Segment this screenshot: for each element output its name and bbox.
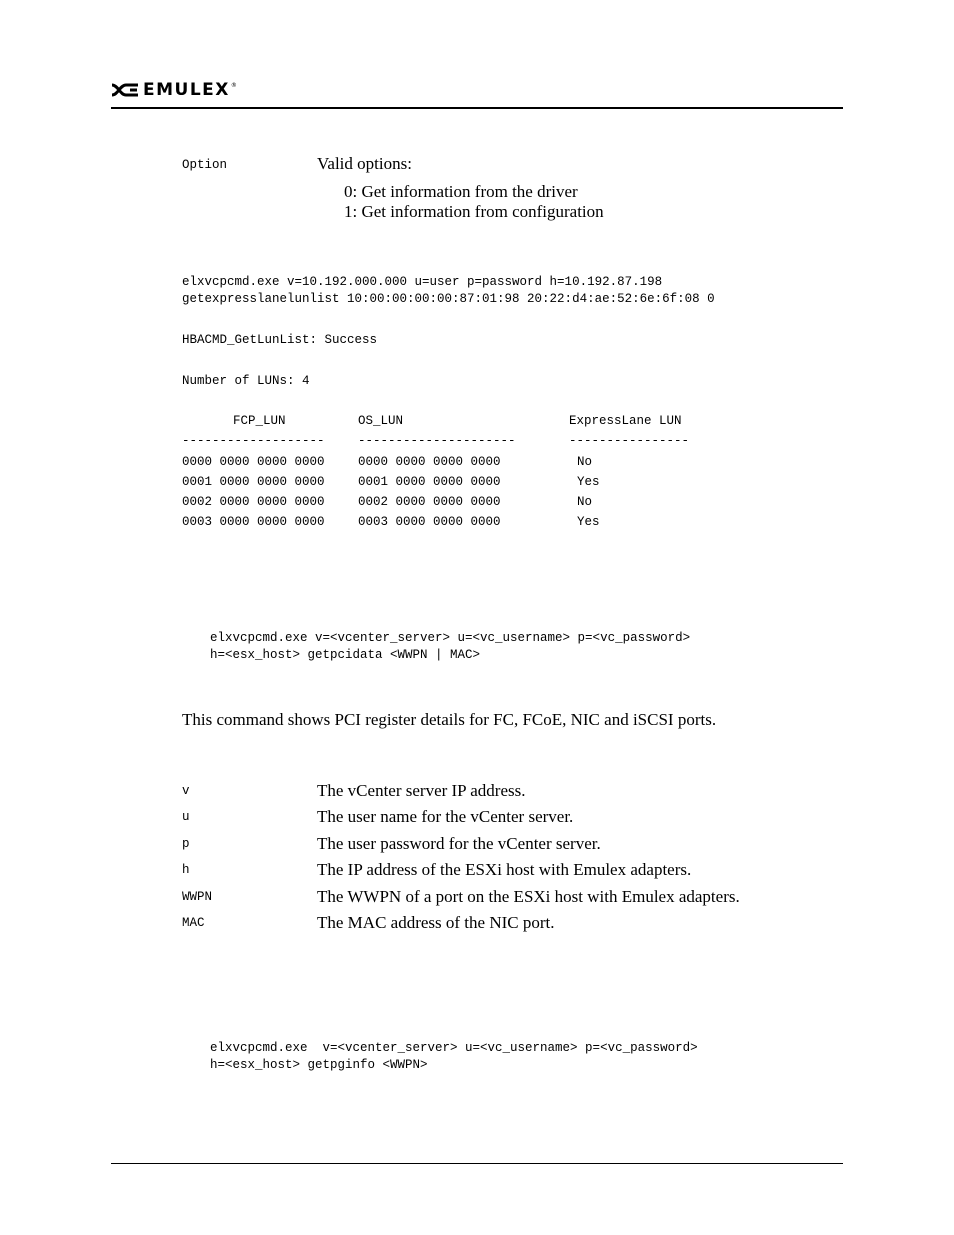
option-value-0: 0: Get information from the driver (344, 182, 578, 201)
emulex-logo (111, 80, 237, 100)
lun-table-header-fcp: FCP_LUN (233, 414, 286, 428)
lun-table-cell: 0002 0000 0000 0000 (358, 495, 501, 509)
lun-table-divider: ---------------- (569, 434, 690, 448)
param-desc: The user password for the vCenter server. (317, 834, 601, 853)
lun-table-cell: 0000 0000 0000 0000 (358, 455, 501, 469)
param-name: p (182, 837, 190, 851)
lun-table-cell: No (577, 455, 593, 469)
footer-rule (111, 1163, 843, 1164)
command-description: This command shows PCI register details for FC, FCoE, NIC and iSCSI ports. (182, 710, 717, 729)
lun-table-cell: 0001 0000 0000 0000 (358, 475, 501, 489)
param-desc: The WWPN of a port on the ESXi host with Emulex adapters. (317, 887, 740, 906)
lun-table-header-os: OS_LUN (358, 414, 404, 428)
lun-table-divider: --------------------- (358, 434, 516, 448)
param-name: u (182, 810, 190, 824)
param-desc: The MAC address of the NIC port. (317, 913, 555, 932)
lun-table-cell: Yes (577, 475, 600, 489)
syntax-line: elxvcpcmd.exe v=<vcenter_server> u=<vc_username> p=<vc_password> (210, 631, 691, 645)
param-name: MAC (182, 916, 205, 930)
param-name: WWPN (182, 890, 213, 904)
emulex-logo-icon (111, 82, 139, 98)
param-desc-option: Valid options: (317, 154, 412, 173)
param-desc: The IP address of the ESXi host with Emulex adapters. (317, 860, 692, 879)
param-name: h (182, 863, 190, 877)
example-lun-count: Number of LUNs: 4 (182, 374, 310, 388)
param-name-option: Option (182, 158, 228, 172)
lun-table-cell: 0003 0000 0000 0000 (358, 515, 501, 529)
example-command-line: getexpresslanelunlist 10:00:00:00:00:87:01:98 20:22:d4:ae:52:6e:6f:08 0 (182, 292, 715, 306)
brand-name: EMULEX (143, 80, 230, 100)
syntax-line: h=<esx_host> getpginfo <WWPN> (210, 1058, 428, 1072)
param-name: v (182, 784, 190, 798)
trademark-mark: ® (230, 82, 237, 89)
param-desc: The vCenter server IP address. (317, 781, 526, 800)
lun-table-cell: Yes (577, 515, 600, 529)
lun-table-divider: ------------------- (182, 434, 325, 448)
option-value-1: 1: Get information from configuration (344, 202, 604, 221)
example-command-line: elxvcpcmd.exe v=10.192.000.000 u=user p=password h=10.192.87.198 (182, 275, 663, 289)
syntax-line: h=<esx_host> getpcidata <WWPN | MAC> (210, 648, 481, 662)
syntax-line: elxvcpcmd.exe v=<vcenter_server> u=<vc_username> p=<vc_password> (210, 1041, 698, 1055)
lun-table-cell: 0003 0000 0000 0000 (182, 515, 325, 529)
param-desc: The user name for the vCenter server. (317, 807, 574, 826)
example-status: HBACMD_GetLunList: Success (182, 333, 378, 347)
lun-table-header-expresslane: ExpressLane LUN (569, 414, 682, 428)
lun-table-cell: 0002 0000 0000 0000 (182, 495, 325, 509)
header-rule (111, 107, 843, 109)
lun-table-cell: 0001 0000 0000 0000 (182, 475, 325, 489)
lun-table-cell: No (577, 495, 593, 509)
lun-table-cell: 0000 0000 0000 0000 (182, 455, 325, 469)
